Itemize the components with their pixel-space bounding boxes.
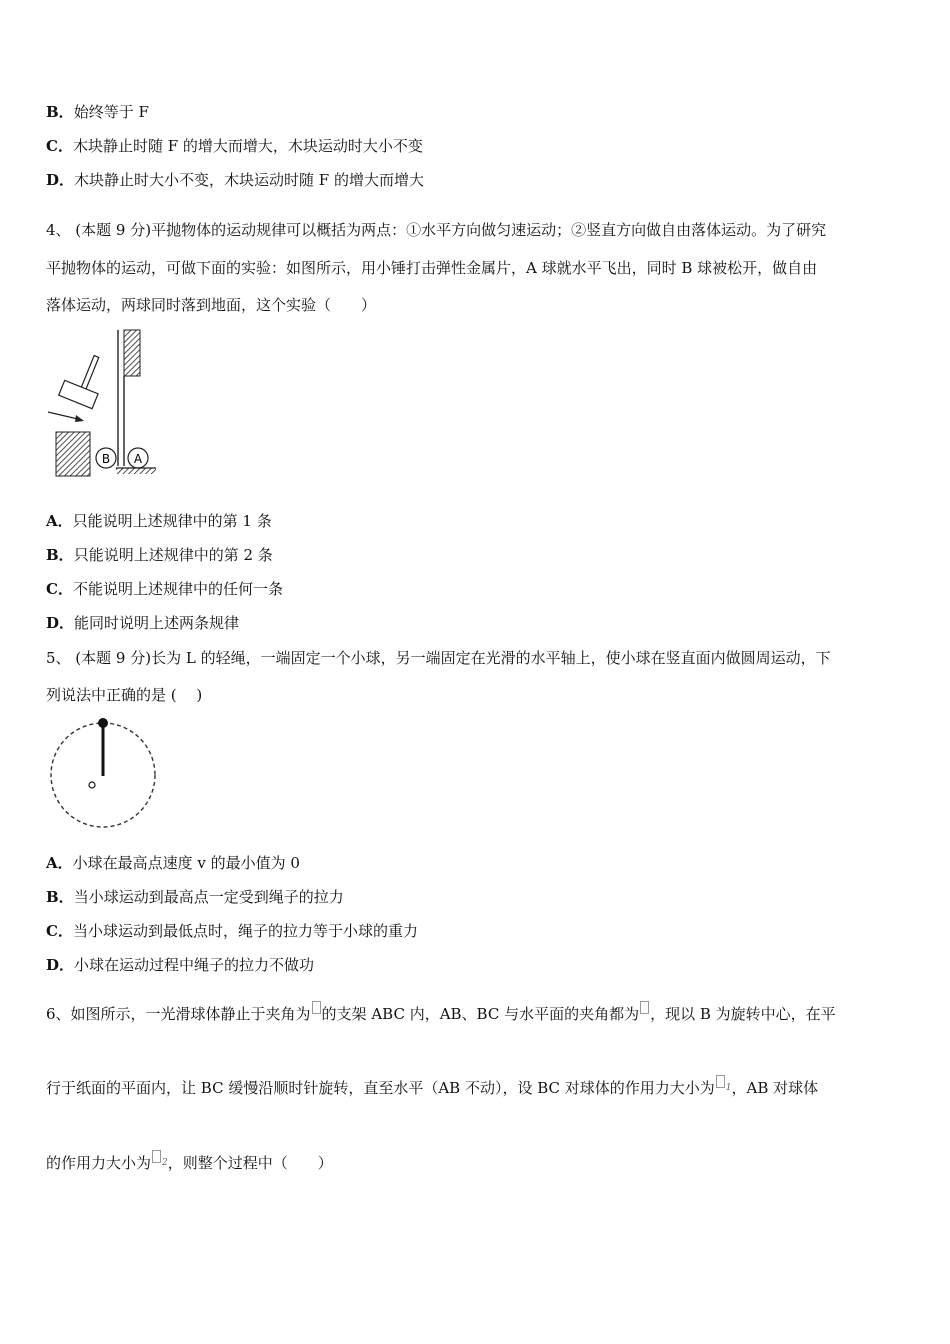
q4-stem-line-1: 4、 (本题 9 分)平抛物体的运动规律可以概括为两点：①水平方向做匀速运动；②竖直方向做自由落体运动。为了研究 xyxy=(46,221,827,239)
option-text: 当小球运动到最低点时，绳子的拉力等于小球的重力 xyxy=(72,922,418,940)
option-label: A． xyxy=(46,512,73,530)
ball-a-label: A xyxy=(133,452,143,466)
q6-stem-line-3 xyxy=(46,1150,333,1174)
q6-text: 6、如图所示，一光滑球体静止于夹角为 xyxy=(46,1005,311,1023)
placeholder-symbol xyxy=(152,1150,161,1163)
option-label: D． xyxy=(46,614,75,632)
option-text: 能同时说明上述两条规律 xyxy=(74,614,240,632)
q6-text: ，则整个过程中（ ） xyxy=(167,1154,333,1172)
option-label: C． xyxy=(46,580,73,598)
option-text: 不能说明上述规律中的任何一条 xyxy=(72,580,283,598)
placeholder-symbol xyxy=(640,1001,649,1014)
q4-option-a xyxy=(46,510,272,532)
q3-option-d xyxy=(46,169,424,191)
q5-stem-line-2: 列说法中正确的是 ( ) xyxy=(46,686,203,704)
q4-stem-line-3: 落体运动，两球同时落到地面，这个实验（ ） xyxy=(46,296,377,314)
q5-option-c xyxy=(46,920,418,942)
q6-text: 行于纸面的平面内，让 BC 缓慢沿顺时针旋转，直至水平（AB 不动），设 BC 对球体的作用力大小为 xyxy=(46,1079,715,1097)
option-label: B． xyxy=(46,546,74,564)
clamp-block xyxy=(124,330,140,376)
option-text: 木块静止时大小不变，木块运动时随 F 的增大而增大 xyxy=(74,171,424,189)
option-text: 小球在最高点速度 v 的最小值为 0 xyxy=(72,854,300,872)
subscript: 1 xyxy=(725,1083,732,1093)
option-label: C． xyxy=(46,137,73,155)
q5-option-d xyxy=(46,954,314,976)
q5-option-a xyxy=(46,852,300,874)
q4-option-d xyxy=(46,612,239,634)
q4-experiment-figure xyxy=(44,326,164,478)
q5-stem-line-1: 5、 (本题 9 分)长为 L 的轻绳，一端固定一个小球，另一端固定在光滑的水平轴上，使小球在竖直面内做圆周运动，下 xyxy=(46,649,831,667)
option-label: A． xyxy=(46,854,73,872)
option-label: B． xyxy=(46,888,74,906)
placeholder-symbol xyxy=(312,1001,321,1014)
option-text: 木块静止时随 F 的增大而增大，木块运动时大小不变 xyxy=(72,137,423,155)
q4-option-c xyxy=(46,578,283,600)
q6-text: 的作用力大小为 xyxy=(46,1154,152,1172)
q5-circle-figure xyxy=(48,714,160,830)
option-text: 当小球运动到最高点一定受到绳子的拉力 xyxy=(73,888,344,906)
axis-point xyxy=(89,782,95,788)
option-label: C． xyxy=(46,922,73,940)
option-label: D． xyxy=(46,956,75,974)
base-block xyxy=(56,432,90,476)
q6-stem-line-1 xyxy=(46,1001,836,1025)
option-text: 只能说明上述规律中的第 1 条 xyxy=(72,512,272,530)
option-label: B． xyxy=(46,103,74,121)
option-label: D． xyxy=(46,171,75,189)
q3-option-c xyxy=(46,135,423,157)
q6-text: ，现以 B 为旋转中心，在平 xyxy=(650,1005,836,1023)
hammer-icon xyxy=(59,349,111,409)
q6-stem-line-2 xyxy=(46,1075,818,1099)
q4-option-b xyxy=(46,544,273,566)
arrow-icon xyxy=(48,412,84,422)
q4-stem-line-2: 平抛物体的运动，可做下面的实验：如图所示，用小锤打击弹性金属片，A 球就水平飞出，同时 B 球被松开，做自由 xyxy=(46,259,818,277)
q6-text: 的支架 ABC 内，AB、BC 与水平面的夹角都为 xyxy=(321,1005,640,1023)
option-text: 始终等于 F xyxy=(73,103,149,121)
placeholder-symbol xyxy=(716,1075,725,1088)
q6-text: ，AB 对球体 xyxy=(731,1079,819,1097)
ball-icon xyxy=(98,718,108,728)
option-text: 只能说明上述规律中的第 2 条 xyxy=(73,546,273,564)
q3-option-b xyxy=(46,101,149,123)
ground xyxy=(116,468,156,474)
q5-option-b xyxy=(46,886,344,908)
option-text: 小球在运动过程中绳子的拉力不做功 xyxy=(74,956,315,974)
ball-b-label: B xyxy=(101,452,111,466)
subscript: 2 xyxy=(162,1158,168,1168)
